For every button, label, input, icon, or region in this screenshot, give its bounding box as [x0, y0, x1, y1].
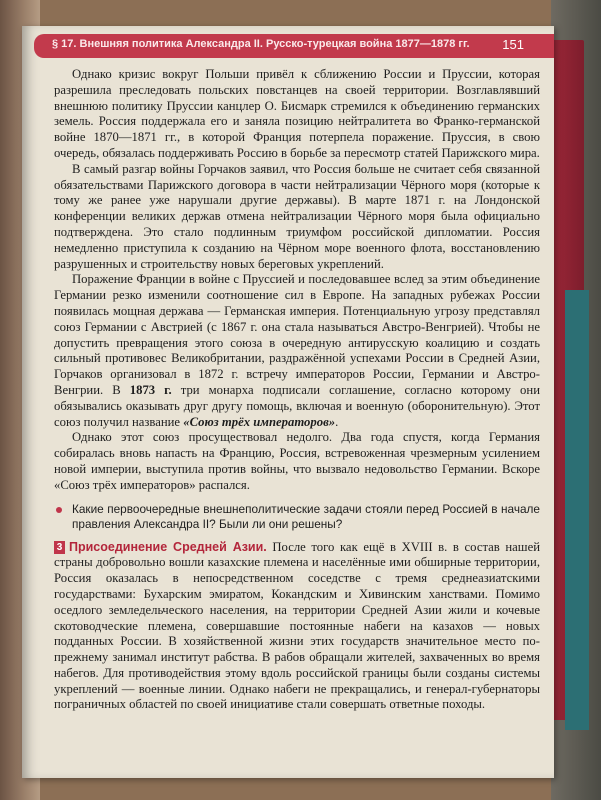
section [54, 540, 540, 714]
book-page [22, 26, 554, 778]
page-number: 151 [502, 37, 524, 52]
paragraph: В самый разгар войны Горчаков заявил, что Россия больше не считает себя связанной обязательствами Парижского договора в части нейтрализации Чёрного моря (которые к тому же ранее уже нарушали другие державы). В марте 1871 г. на Лондонской конференции великих держав отмена нейтрализации Чёрного моря была официально подтверждена. Это стало подлинным триумфом российской дипломатии. Россия немедленно приступила к созданию на Чёрном море военного флота, восстановлению разрушенных и строительству новых береговых укреплений. [54, 161, 540, 271]
page-content [54, 67, 540, 713]
highlight-term: «Союз трёх императоров» [183, 414, 336, 429]
book-spine-teal [565, 290, 589, 730]
page-header [34, 34, 554, 58]
paragraph: Поражение Франции в войне с Пруссией и последовавшее вслед за этим объединение Германии резко изменили соотношение сил в Европе. На западных рубежах России появилась мощная держава — Германская империя. Потенциальную угрозу представлял союз Германии с Австрией (с 1867 г. она стала называться Австро-Венгрией). Чтобы не допустить превращения этого союза в очередную антирусскую коалицию и создать сильный противовес Великобритании, раздражённой успехами России в Средней Азии, Горчаков организовал в 1872 г. встречу императоров России, Германии и Австро-Венгрии. В 1873 г. три монарха подписали соглашение, согласно которому они обязывались оказывать друг другу помощь, включая и военную (оборонительную). Этот союз получил название «Союз трёх императоров». [54, 272, 540, 429]
paragraph: Однако этот союз просуществовал недолго. Два года спустя, когда Германия собиралась вновь напасть на Францию, Россия, встревоженная чрезмерным усилением новой империи, выступила против войны, что вызвало недовольство Германии. Вскоре «Союз трёх императоров» распался. [54, 430, 540, 492]
section-number-badge: 3 [54, 541, 65, 554]
highlight-year: 1873 г. [129, 382, 172, 397]
chapter-title: § 17. Внешняя политика Александра II. Русско-турецкая война 1877—1878 гг. [52, 38, 470, 50]
bullet-icon [56, 507, 62, 513]
section-text: После того как ещё в XVIII в. в состав нашей страны добровольно вошли казахские племена и населённые ими обширные территории, Россия оказалась в непосредственном соседстве с тремя среднеазиатскими государствами: Бухарским эмиратом, Кокандским и Хивинским ханствами. Помимо оседлого земледельческого населения, на территории Средней Азии жили и кочевые скотоводческие племена, совершавшие постоянные набеги на казахов — новых подданных России. В хозяйственной жизни этих государств значительное место по-прежнему занимал институт рабства. В рабов обращали жителей, захваченных во время набегов. Для противодействия этому вдоль российской границы были созданы системы укреплений — военные линии. Однако набеги не прекращались, и генерал-губернаторы пограничных областей по своей инициативе стали совершать ответные походы. [54, 539, 540, 712]
review-question: Какие первоочередные внешнеполитические задачи стояли перед Россией в начале правления Александра II? Были ли они решены? [54, 502, 540, 532]
section-title: Присоединение Средней Азии. [69, 539, 267, 554]
paragraph: Однако кризис вокруг Польши привёл к сближению России и Пруссии, которая разрешила преследовать польских повстанцев на своей территории. Возглавлявший внешнюю политику Пруссии канцлер О. Бисмарк стремился к объединению германских земель. Россия поддержала его и заняла позицию нейтралитета во Франко-германской войне 1870—1871 гг., в которой Франция потерпела поражение. Пруссия, в свою очередь, обязалась поддерживать Россию в борьбе за пересмотр статей Парижского мира. [54, 67, 540, 160]
